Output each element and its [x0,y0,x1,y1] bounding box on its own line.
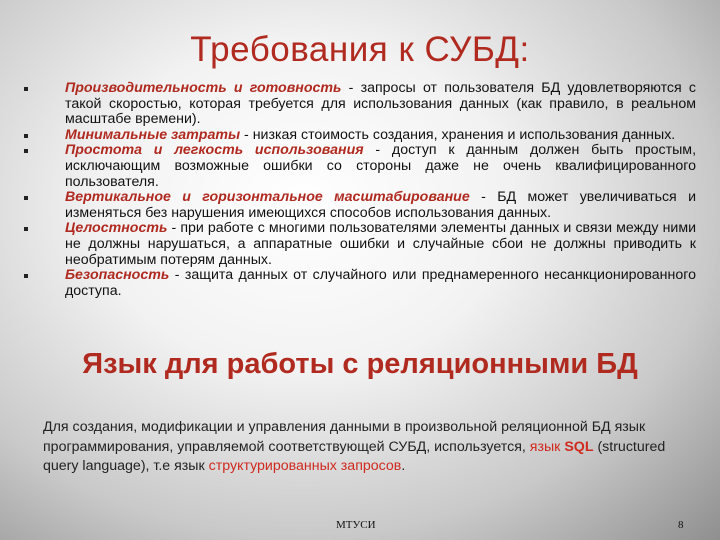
paragraph-end: . [401,458,406,475]
requirement-text: при работе с многими пользователями элементы данных и связи между ними не должны нарушаться, а аппаратные ошибки и случайные сбои не должны приводить к необратимым потерям данных. [65,220,697,268]
footer-label: МТУСИ [336,519,376,531]
requirement-term: Простота и легкость использования [65,142,364,159]
requirement-term: Целостность [65,220,168,237]
separator: - [363,142,392,159]
list-item [24,128,696,144]
bullet-icon [24,274,28,278]
description-paragraph [43,418,695,477]
bullet-icon [24,196,28,200]
sql-term: SQL [564,438,594,455]
bullet-icon [24,134,28,138]
bullet-icon [24,227,28,231]
requirement-text: БД может увеличиваться и изменяться без нарушения имеющихся способов использования данных. [65,189,697,221]
paragraph-text: (structured query language), т.е язык [43,438,666,475]
requirement-term: Производительность и готовность [65,80,342,96]
requirement-text: доступ к данным должен быть простым, исключающим возможные ошибки со стороны даже не очень квалифицированного пользователя. [65,142,697,190]
requirement-term: Минимальные затраты [65,126,241,143]
requirement-text: низкая стоимость создания, хранения и использования данных. [252,126,676,143]
bullet-icon [24,149,28,153]
separator: - [169,267,185,284]
list-item [24,221,696,268]
paragraph-text: Для создания, модификации и управления данными в произвольной реляционной БД язык программирования, управляемой соответствующей СУБД, используется, [43,419,646,455]
requirement-text: запросы от пользователя БД удовлетворяются с такой скоростью, которая требуется для использования данных (как правило, в реальном масштабе времени). [65,80,696,128]
list-item [24,268,696,299]
list-item [24,190,696,221]
separator: - [341,80,361,96]
list-item [24,81,696,128]
highlight-text: структурированных запросов [208,458,402,475]
requirements-list [24,81,696,299]
slide-title: Требования к СУБД: [190,30,530,69]
separator: - [167,220,181,237]
list-item [24,143,696,190]
bullet-icon [24,87,28,91]
requirement-text: защита данных от случайного или преднамеренного несанкционированного доступа. [65,267,696,299]
page-number: 8 [678,519,684,531]
section-heading: Язык для работы с реляционными БД [82,348,638,380]
separator: - [240,126,253,143]
requirement-term: Безопасность [65,267,170,284]
requirement-term: Вертикальное и горизонтальное масштабирование [65,189,470,206]
highlight-text: язык [529,438,561,455]
separator: - [469,189,498,206]
